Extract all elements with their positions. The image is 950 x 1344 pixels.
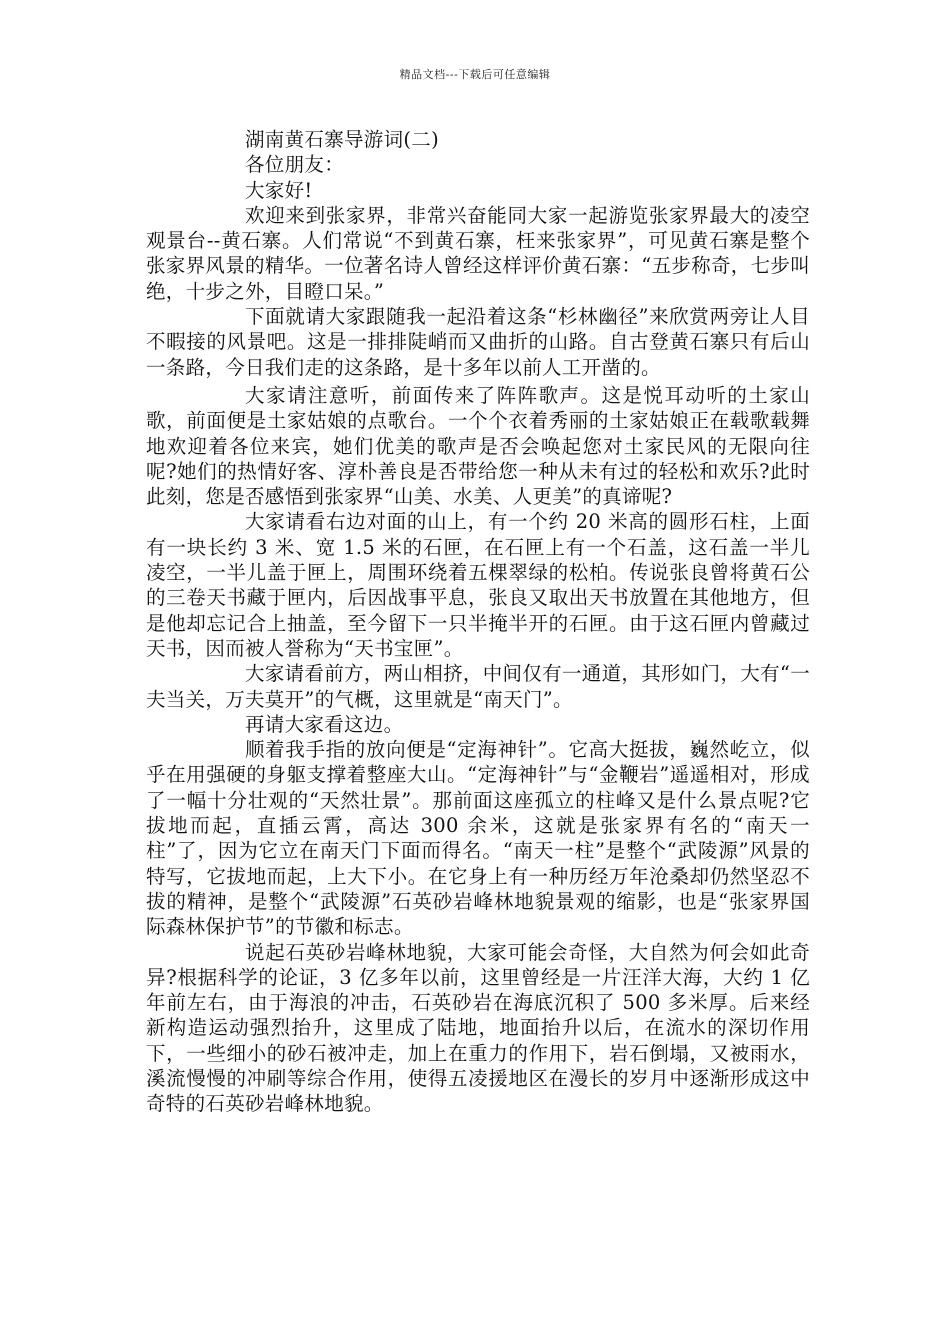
greeting-line: 各位朋友： xyxy=(245,153,345,177)
paragraph: 说起石英砂岩峰林地貌，大家可能会奇怪，大自然为何会如此奇异?根据科学的论证，3 亿多年以前，这里曾经是一片汪洋大海，大约 1 亿年前左右，由于海浪的冲击，石英砂岩在海底沉积了 500 多米厚。后来经新构造运动强烈抬升，这里成了陆地，地面抬升以后，在流水的深切作用下，一些细小的砂石被冲走，加上在重力的作用下，岩石倒塌，又被雨水，溪流慢慢的冲刷等综合作用，使得五凌援地区在漫长的岁月中逐渐形成这中奇特的石英砂岩峰林地貌。 xyxy=(146,940,810,1116)
header-note: 精品文档---下载后可任意编辑 xyxy=(399,68,551,81)
paragraph: 大家请看右边对面的山上，有一个约 20 米高的圆形石柱，上面有一块长约 3 米、宽 1.5 米的石匣，在石匣上有一个石盖，这石盖一半儿凌空，一半儿盖于匣上，周围环绕着五棵翠绿的松柏。传说张良曾将黄石公的三卷天书藏于匣内，后因战事平息，张良又取出天书放置在其他地方，但是他却忘记合上抽盖，至今留下一只半掩半开的石匣。由于这石匣内曾藏过天书，因而被人誉称为“天书宝匣”。 xyxy=(146,510,810,660)
paragraph: 欢迎来到张家界，非常兴奋能同大家一起游览张家界最大的凌空观景台--黄石寨。人们常说“不到黄石寨，枉来张家界”，可见黄石寨是整个张家界风景的精华。一位著名诗人曾经这样评价黄石寨：“五步称奇，七步叫绝，十步之外，目瞪口呆。” xyxy=(146,203,810,303)
greeting-line: 大家好! xyxy=(245,178,313,202)
paragraph: 大家请注意听，前面传来了阵阵歌声。这是悦耳动听的土家山歌，前面便是土家姑娘的点歌台。一个个衣着秀丽的土家姑娘正在载歌载舞地欢迎着各位来宾，她们优美的歌声是否会唤起您对土家民风的无限向往呢?她们的热情好客、淳朴善良是否带给您一种从未有过的轻松和欢乐?此时此刻，您是否感悟到张家界“山美、水美、人更美”的真谛呢? xyxy=(146,383,810,509)
paragraph: 下面就请大家跟随我一起沿着这条“杉林幽径”来欣赏两旁让人目不暇接的风景吧。这是一排排陡峭而又曲折的山路。自古登黄石寨只有后山一条路，今日我们走的这条路，是十多年以前人工开凿的。 xyxy=(146,305,810,379)
paragraph: 大家请看前方，两山相挤，中间仅有一通道，其形如门，大有“一夫当关，万夫莫开”的气概，这里就是“南天门”。 xyxy=(146,662,810,711)
paragraph: 顺着我手指的放向便是“定海神针”。它高大挺拔，巍然屹立，似乎在用强硬的身躯支撑着整座大山。“定海神针”与“金鞭岩”遥遥相对，形成了一幅十分壮观的“天然壮景”。那前面这座孤立的柱峰又是什么景点呢?它拔地而起，直插云霄，高达 300 余米，这就是张家界有名的“南天一柱”了，因为它立在南天门下面而得名。“南天一柱”是整个“武陵源”风景的特写，它拔地而起，上大下小。在它身上有一种历经万年沧桑却仍然坚忍不拔的精神，是整个“武陵源”石英砂岩峰林地貌景观的缩影，也是“张家界国际森林保护节”的节徽和标志。 xyxy=(146,738,810,939)
document-title: 湖南黄石寨导游词(二) xyxy=(245,128,440,151)
paragraph: 再请大家看这边。 xyxy=(245,712,404,736)
document-body xyxy=(146,127,810,1117)
